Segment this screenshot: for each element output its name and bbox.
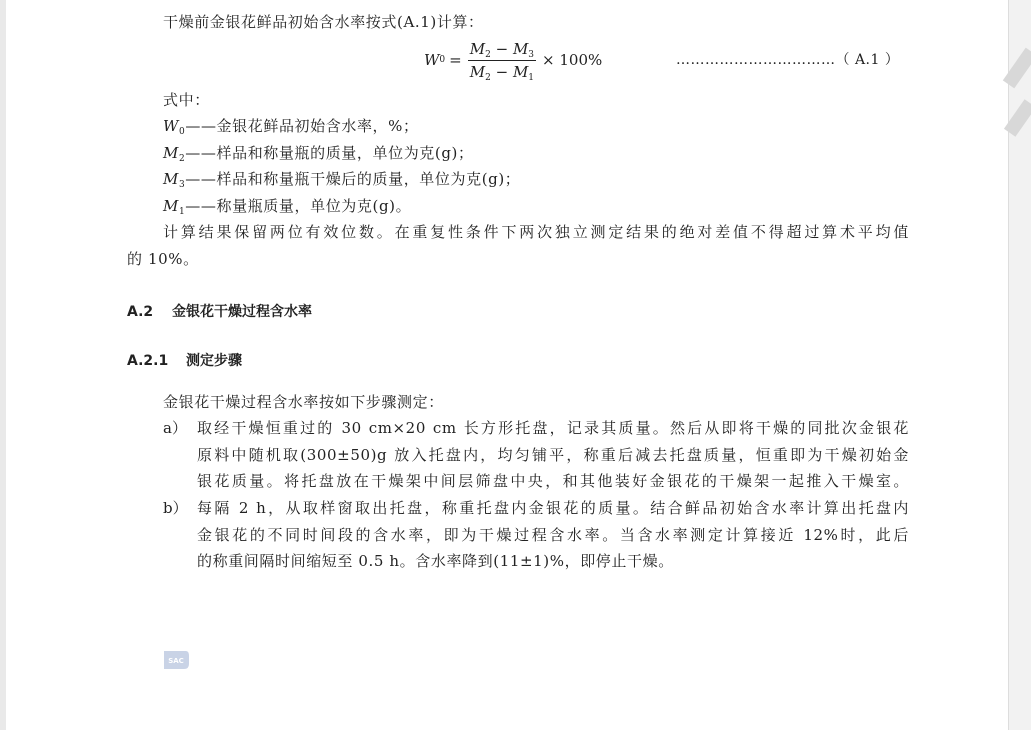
formula-a1: W 0 = $\frac{M_2 - M_3}{M_2 - M_1}$ × 100% xyxy=(424,39,603,83)
num-operator: − xyxy=(490,39,513,58)
list-item-a-line-3: 银花质量。将托盘放在干燥架中间层筛盘中央，和其他装好金银花的干燥架一起推入干燥室。 xyxy=(197,472,909,490)
steps-intro: 金银花干燥过程含水率按如下步骤测定： xyxy=(163,393,444,411)
variable-description: ——样品和称量瓶干燥后的质量，单位为克(g)； xyxy=(185,170,521,188)
den-var-a: M xyxy=(469,62,486,81)
list-item-label-a: a） xyxy=(163,419,187,437)
subsection-title: 测定步骤 xyxy=(186,353,242,369)
list-item-b-line-3: 的称重间隔时间缩短至 0.5 h。含水率降到(11±1)%，即停止干燥。 xyxy=(197,552,674,570)
formula-lhs: W xyxy=(424,51,440,69)
variable-description: ——样品和称量瓶的质量，单位为克(g)； xyxy=(185,144,474,162)
result-text-line-1: 计算结果保留两位有效位数。在重复性条件下两次独立测定结果的绝对差值不得超过算术平均值 xyxy=(163,223,909,241)
section-number: A.2 xyxy=(127,304,154,320)
variable-def-w0 xyxy=(163,116,419,136)
subsection-heading-a21 xyxy=(127,351,242,371)
formula-intro: 干燥前金银花鲜品初始含水率按式(A.1)计算： xyxy=(163,13,484,31)
variable-description: ——称量瓶质量，单位为克(g)。 xyxy=(185,197,412,215)
variable-def-m3 xyxy=(163,169,520,189)
variable-symbol: M xyxy=(163,197,179,215)
variable-subscript: 2 xyxy=(178,154,186,164)
list-item-a-line-2: 原料中随机取(300±50)g 放入托盘内，均匀铺平，称重后减去托盘质量，恒重即为干燥初始金 xyxy=(197,446,909,464)
formula-denominator xyxy=(468,61,536,81)
num-var-a: M xyxy=(469,39,486,58)
list-item-b-line-2: 金银花的不同时间段的含水率，即为干燥过程含水率。当含水率测定计算接近 12%时，此后 xyxy=(197,526,909,544)
sac-logo-text: SAC xyxy=(168,657,184,665)
den-var-b: M xyxy=(512,62,529,81)
sac-logo-icon xyxy=(162,648,190,672)
result-text-line-2: 的 10%。 xyxy=(127,250,199,268)
subsection-number: A.2.1 xyxy=(127,353,169,369)
formula-equals: = xyxy=(449,51,462,69)
den-var-a-sub: 2 xyxy=(485,72,491,83)
num-var-b: M xyxy=(512,39,529,58)
section-heading-a2 xyxy=(127,302,312,322)
list-item-b-line-1: 每隔 2 h，从取样窗取出托盘，称重托盘内金银花的质量。结合鲜品初始含水率计算出托盘内 xyxy=(197,499,909,517)
variable-description: ——金银花鲜品初始含水率，%； xyxy=(185,117,419,135)
den-operator: − xyxy=(490,62,513,81)
variable-subscript: 3 xyxy=(178,180,186,190)
equation-number: ……………………………（ A.1 ） xyxy=(676,52,900,68)
variable-symbol: W xyxy=(163,117,180,135)
num-var-a-sub: 2 xyxy=(485,49,491,60)
list-item-a-line-1: 取经干燥恒重过的 30 cm×20 cm 长方形托盘，记录其质量。然后从即将干燥的同批次金银花 xyxy=(197,419,909,437)
variable-subscript: 0 xyxy=(179,127,186,137)
den-var-b-sub: 1 xyxy=(528,72,535,83)
document-page xyxy=(6,0,1008,730)
watermark-stripe xyxy=(1004,99,1031,137)
variable-symbol: M xyxy=(163,170,179,188)
variable-def-m1 xyxy=(163,196,411,216)
formula-fraction xyxy=(468,40,536,81)
variable-subscript: 1 xyxy=(178,207,186,217)
viewer-right-panel xyxy=(1008,0,1031,730)
list-item-label-b: b） xyxy=(163,499,188,517)
formula-times-100: × 100% xyxy=(542,51,603,69)
num-var-b-sub: 3 xyxy=(528,49,535,60)
where-label: 式中： xyxy=(163,91,210,109)
variable-def-m2 xyxy=(163,143,474,163)
section-title: 金银花干燥过程含水率 xyxy=(172,304,312,320)
watermark-stripe xyxy=(1003,48,1031,89)
variable-symbol: M xyxy=(163,144,179,162)
formula-numerator xyxy=(468,40,536,61)
